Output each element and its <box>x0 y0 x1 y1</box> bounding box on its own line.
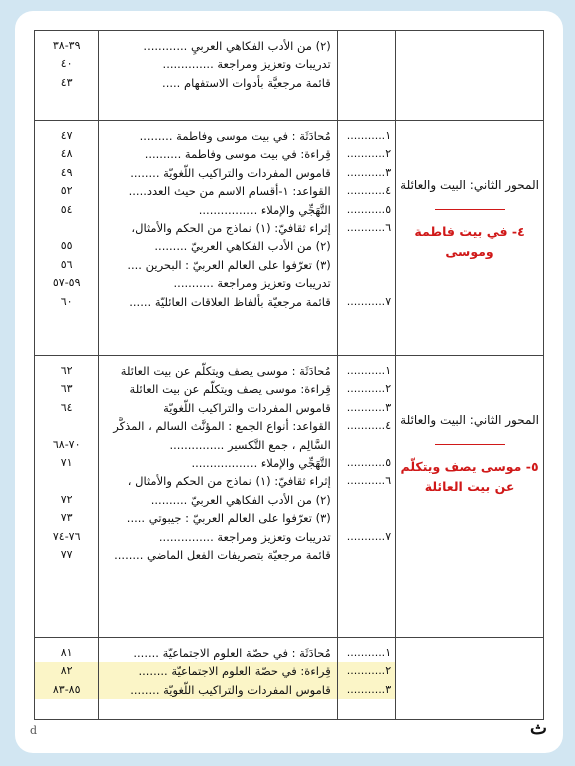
lesson-title[interactable]: إثراء ثقافيّ: (١) نماذج من الحكم والأمثال ، <box>127 474 331 489</box>
section-row <box>35 121 544 356</box>
lesson-number: ٢........... <box>346 382 392 396</box>
lesson-number <box>338 256 395 274</box>
lesson-number: ٣........... <box>346 165 392 179</box>
footer-page-letter: ث <box>530 718 547 739</box>
unit-cell <box>396 31 544 121</box>
lesson-title[interactable]: تدريبات وتعزيز ومراجعة ............... <box>158 529 331 544</box>
lesson-title[interactable]: مُحادَثَة : في بيت موسى وفاطمة ......... <box>139 129 331 143</box>
lesson-title[interactable]: (٣) تعرّفوا على العالم العربيّ : جيبوتي ..... <box>126 511 331 526</box>
axis-heading: المحور الثاني: البيت والعائلة <box>400 413 539 427</box>
page-number: ٧٢ <box>60 492 73 506</box>
page-number: ٨٢ <box>35 662 98 680</box>
lesson-title[interactable]: التَّهَجِّي والإملاء .................. <box>191 455 331 470</box>
page-number: ٧٦-٧٤ <box>52 529 81 543</box>
unit-cell <box>396 638 544 720</box>
lesson-title[interactable]: قِراءة: في حصّة العلوم الاجتماعيّة ........ <box>99 662 336 680</box>
lesson-title[interactable]: قاموس المفردات والتراكيب اللّغويّة ........ <box>130 165 331 180</box>
lesson-number <box>338 237 395 255</box>
lesson-title[interactable]: قاموس المفردات والتراكيب اللّغويّة ........ <box>99 681 336 699</box>
page-number: ٧٠-٦٨ <box>52 437 81 451</box>
lesson-number: ٦........... <box>346 474 392 488</box>
page-number: ٥٥ <box>60 239 73 253</box>
page-number: ٨١ <box>60 646 73 659</box>
page-number: ٥٤ <box>60 202 73 216</box>
lesson-title[interactable]: تدريبات وتعزيز ومراجعة .............. <box>162 57 331 72</box>
page-number: ٤٠ <box>60 57 73 71</box>
page-number: ٥٦ <box>60 257 73 271</box>
page-number <box>35 219 98 237</box>
lesson-numbers-cell <box>337 356 395 638</box>
lesson-titles-cell <box>99 31 337 121</box>
unit-cell <box>396 121 544 356</box>
lesson-title[interactable]: القواعد: أنواع الجمع : المؤنَّث السالم ، المذكَّر <box>113 419 331 434</box>
page-number: ٦٣ <box>60 382 73 396</box>
lesson-number <box>338 509 395 527</box>
lesson-number: ٧........... <box>346 529 392 543</box>
lesson-title[interactable]: قائمة مرجعيَّة بأدوات الاستفهام ..... <box>162 75 331 90</box>
unit-title: ٤- في بيت فاطمة وموسى <box>414 224 525 259</box>
unit-divider <box>435 209 505 210</box>
lesson-title[interactable]: (٣) تعرّفوا على العالم العربيّ : البحرين .... <box>127 257 331 272</box>
lesson-title[interactable]: مُحادَثَة : موسى يصف ويتكلّم عن بيت العائلة <box>120 364 331 378</box>
lesson-title[interactable]: (٢) من الأدب الفكاهي العربيّ .......... <box>150 492 331 507</box>
page-number: ٤٣ <box>60 75 73 89</box>
unit-cell <box>396 356 544 638</box>
lesson-number: ٢........... <box>338 662 395 680</box>
lesson-title[interactable]: قِراءة: في بيت موسى وفاطمة .......... <box>144 147 331 162</box>
section-row <box>35 638 544 720</box>
lesson-titles-cell <box>99 121 337 356</box>
lesson-number <box>338 491 395 509</box>
lesson-number: ١........... <box>346 129 392 142</box>
lesson-numbers-cell <box>337 638 395 720</box>
lesson-title[interactable]: (٢) من الأدب الفكاهي العربيّ ......... <box>154 239 331 254</box>
lesson-numbers-cell <box>337 121 395 356</box>
page-number: ٥٢ <box>60 184 73 198</box>
page-numbers-cell <box>35 638 99 720</box>
lesson-titles-cell <box>99 638 337 720</box>
lesson-number <box>338 436 395 454</box>
page-numbers-cell <box>35 31 99 121</box>
section-row <box>35 356 544 638</box>
footer-page-mark: d <box>30 724 38 737</box>
lesson-number: ٤........... <box>346 419 392 433</box>
lesson-number: ٥........... <box>346 202 392 216</box>
page-number: ٤٨ <box>60 147 73 161</box>
lesson-number: ٦........... <box>346 220 392 234</box>
page-number: ٨٥-٨٣ <box>35 681 98 699</box>
lesson-title[interactable]: السَّالِم ، جمع التَّكسير ............... <box>169 437 331 452</box>
unit-divider <box>435 444 505 445</box>
lesson-number: ٧........... <box>346 294 392 308</box>
unit-title: ٥- موسى يصف ويتكلّم عن بيت العائلة <box>400 459 539 494</box>
lesson-title[interactable]: قائمة مرجعيّة بألفاظ العلاقات العائليّة ...... <box>129 294 331 309</box>
lesson-number: ٣........... <box>346 400 392 414</box>
page-number <box>35 472 98 490</box>
page-number: ٤٩ <box>60 165 73 179</box>
lesson-title[interactable]: التَّهَجِّي والإملاء ................ <box>198 202 331 217</box>
lesson-title[interactable]: (٢) من الأدب الفكاهي العربيِ ............ <box>143 39 331 53</box>
page-number: ٣٩-٣٨ <box>52 39 81 52</box>
lesson-title[interactable]: تدريبات وتعزيز ومراجعة ........... <box>173 276 331 291</box>
lesson-title[interactable]: قاموس المفردات والتراكيب اللّغويّة <box>163 400 331 415</box>
page-numbers-cell <box>35 121 99 356</box>
lesson-title[interactable]: إثراء ثقافيّ: (١) نماذج من الحكم والأمثال، <box>131 220 331 235</box>
lesson-number: ٥........... <box>346 455 392 469</box>
section-row <box>35 31 544 121</box>
lesson-title[interactable]: القواعد: ١-أقسام الاسم من حيث العدد..... <box>128 184 331 199</box>
lesson-number <box>338 546 395 564</box>
lesson-titles-cell <box>99 356 337 638</box>
page-number: ٦٢ <box>60 364 73 377</box>
lesson-number: ١........... <box>346 646 392 659</box>
axis-heading: المحور الثاني: البيت والعائلة <box>400 178 539 192</box>
lesson-number: ٣........... <box>338 681 395 699</box>
lesson-title[interactable]: قائمة مرجعيّة بتصريفات الفعل الماضي ........ <box>114 547 331 562</box>
page-numbers-cell <box>35 356 99 638</box>
lesson-number <box>338 37 395 55</box>
lesson-title[interactable]: مُحادَثَة : في حصّة العلوم الاجتماعيّة ....... <box>133 646 331 660</box>
lesson-number: ٤........... <box>346 184 392 198</box>
page-number <box>35 417 98 435</box>
lesson-number <box>338 55 395 73</box>
page-number: ٧١ <box>60 455 73 469</box>
lesson-number <box>338 74 395 92</box>
contents-table <box>34 30 544 720</box>
page-number: ٧٧ <box>60 547 73 561</box>
lesson-number <box>338 274 395 292</box>
lesson-number: ٢........... <box>346 147 392 161</box>
lesson-number: ١........... <box>346 364 392 377</box>
page-number: ٧٣ <box>60 511 73 525</box>
page-number: ٦٠ <box>60 294 73 308</box>
page-number: ٤٧ <box>60 129 73 142</box>
lesson-numbers-cell <box>337 31 395 121</box>
page-number: ٥٩-٥٧ <box>52 276 81 290</box>
page-number: ٦٤ <box>60 400 73 414</box>
lesson-title[interactable]: قِراءة: موسى يصف ويتكلّم عن بيت العائلة <box>129 382 331 397</box>
